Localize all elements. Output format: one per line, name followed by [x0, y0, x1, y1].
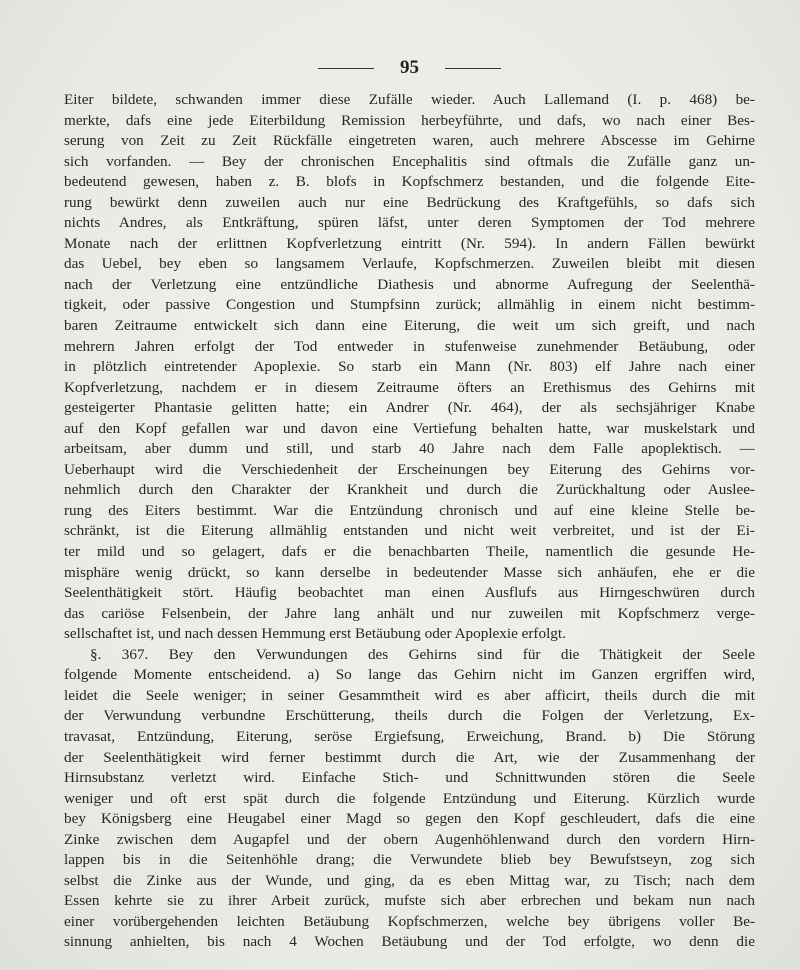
text-line: sich vorfanden. — Bey der chronischen Encephalitis sind oftmals die Zufälle ganz un- — [64, 152, 755, 170]
text-line: nach der Verletzung eine entzündliche Diathesis und abnorme Aufregung der Seelenthä- — [64, 275, 755, 293]
text-line: §. 367. Bey den Verwundungen des Gehirns sind für die Thätigkeit der Seele — [90, 645, 755, 663]
text-line: sinnung anhielten, bis nach 4 Wochen Betäubung und der Tod erfolgte, wo denn die — [64, 933, 755, 951]
text-line: bey Königsberg eine Heugabel einer Magd so gegen den Kopf geschleudert, dafs die eine — [64, 810, 755, 828]
text-line: mehrern Jahren erfolgt der Tod entweder in stufenweise zunehmender Betäubung, oder — [64, 337, 755, 355]
text-line: Hirnsubstanz verletzt wird. Einfache Stich- und Schnittwunden stören die Seele — [64, 769, 755, 787]
text-line: das cariöse Felsenbein, der Jahre lang anhält und nur zuweilen mit Kopfschmerz verge- — [64, 604, 755, 622]
page-header — [64, 50, 755, 86]
text-line: bedeutend gewesen, haben z. B. blofs in Kopfschmerz bestanden, und die folgende Eite- — [64, 173, 755, 191]
text-line: ter mild und so gelagert, dafs er die benachbarten Theile, namentlich die gesunde He- — [64, 543, 755, 561]
text-line: das Uebel, bey eben so langsamem Verlaufe, Kopfschmerzen. Zuweilen bleibt mit diesen — [64, 255, 755, 273]
text-line: schränkt, ist die Eiterung allmählig entstanden und nicht weit verbreitet, und ist der Ei- — [64, 522, 755, 540]
text-line: der Seelenthätigkeit wird ferner bestimmt durch die Art, wie der Zusammenhang der — [64, 748, 755, 766]
text-line: Seelenthätigkeit stört. Häufig beobachtet man einen Ausflufs aus Hirngeschwüren durch — [64, 584, 755, 602]
text-line: gesteigerter Phantasie gelitten hatte; ein Andrer (Nr. 464), der als sechsjähriger Knabe — [64, 399, 755, 417]
text-line: Eiter bildete, schwanden immer diese Zufälle wieder. Auch Lallemand (I. p. 468) be- — [64, 91, 755, 108]
text-line: leidet die Seele weniger; in seiner Gesammtheit wird es aber afficirt, theils durch die mit — [64, 686, 755, 704]
text-line: nichts Andres, als Entkräftung, spüren läfst, unter deren Symptomen der Tod mehrere — [64, 214, 755, 232]
text-line: arbeitsam, aber dumm und still, und starb 40 Jahre nach dem Falle apoplektisch. — — [64, 440, 755, 458]
header-rule-right — [445, 68, 501, 69]
header-rule-left — [318, 68, 374, 69]
text-line: Monate nach der erlittnen Kopfverletzung eintritt (Nr. 594). In andern Fällen bewürkt — [64, 234, 755, 252]
text-line: lappen bis in die Seitenhöhle drang; die Verwundete blieb bey Bewufstseyn, zog sich — [64, 851, 755, 869]
text-line: serung von Zeit zu Zeit Rückfälle eingetreten waren, auch mehrere Abscesse im Gehirne — [64, 132, 755, 150]
body-text — [64, 90, 755, 953]
text-line: Kopfverletzung, nachdem er in diesem Zeitraume öfters an Erethismus des Gehirns mit — [64, 378, 755, 396]
page-number: 95 — [400, 57, 419, 78]
text-line: sellschaftet ist, und nach dessen Hemmung erst Betäubung oder Apoplexie erfolgt. — [64, 625, 566, 643]
text-line: rung bewürkt denn zuweilen auch nur eine Bedrückung des Kraftgefühls, so dafs sich — [64, 193, 755, 211]
text-line: travasat, Entzündung, Eiterung, seröse Ergiefsung, Erweichung, Brand. b) Die Störung — [64, 727, 755, 745]
text-line: rung des Eiters bestimmt. War die Entzündung chronisch und auf eine kleine Stelle be- — [64, 501, 755, 519]
text-line: Essen kehrte sie zu ihrer Arbeit zurück, mufste sich aber erbrechen und bekam nun nach — [64, 892, 755, 910]
text-line: der Verwundung verbundne Erschütterung, theils durch die Folgen der Verletzung, Ex- — [64, 707, 755, 725]
text-line: nehmlich durch den Charakter der Krankheit und durch die Zurückhaltung oder Auslee- — [64, 481, 755, 499]
text-line: tigkeit, oder passive Congestion und Stumpfsinn zurück; allmählig in einem nicht bestimm- — [64, 296, 755, 314]
text-line: folgende Momente entscheidend. a) So lange das Gehirn nicht im Ganzen ergriffen wird, — [64, 666, 755, 684]
text-line: Zinke zwischen dem Augapfel und der obern Augenhöhlenwand durch den vordern Hirn- — [64, 830, 755, 848]
text-line: merkte, dafs eine jede Eiterbildung Remission herbeyführte, und dafs, wo nach einer Bes- — [64, 111, 755, 129]
text-line: in plötzlich eintretender Apoplexie. So starb ein Mann (Nr. 803) elf Jahre nach einer — [64, 358, 755, 376]
text-line: Ueberhaupt wird die Verschiedenheit der Erscheinungen bey Eiterung des Gehirns vor- — [64, 460, 755, 478]
text-line: einer vorübergehenden leichten Betäubung Kopfschmerzen, welche bey übrigens voller Be- — [64, 912, 755, 930]
text-line: selbst die Zinke aus der Wunde, und ging, da es eben Mittag war, zu Tisch; nach dem — [64, 871, 755, 889]
text-line: misphäre wenig drückt, so kann derselbe in bedeutender Masse sich anhäufen, ehe er die — [64, 563, 755, 581]
text-line: baren Zeitraume entwickelt sich dann eine Eiterung, die weit um sich greift, und nach — [64, 317, 755, 335]
text-line: auf den Kopf gefallen war und davon eine Vertiefung behalten hatte, war muskelstark und — [64, 419, 755, 437]
text-line: weniger und oft erst spät durch die folgende Entzündung und Eiterung. Kürzlich wurde — [64, 789, 755, 807]
